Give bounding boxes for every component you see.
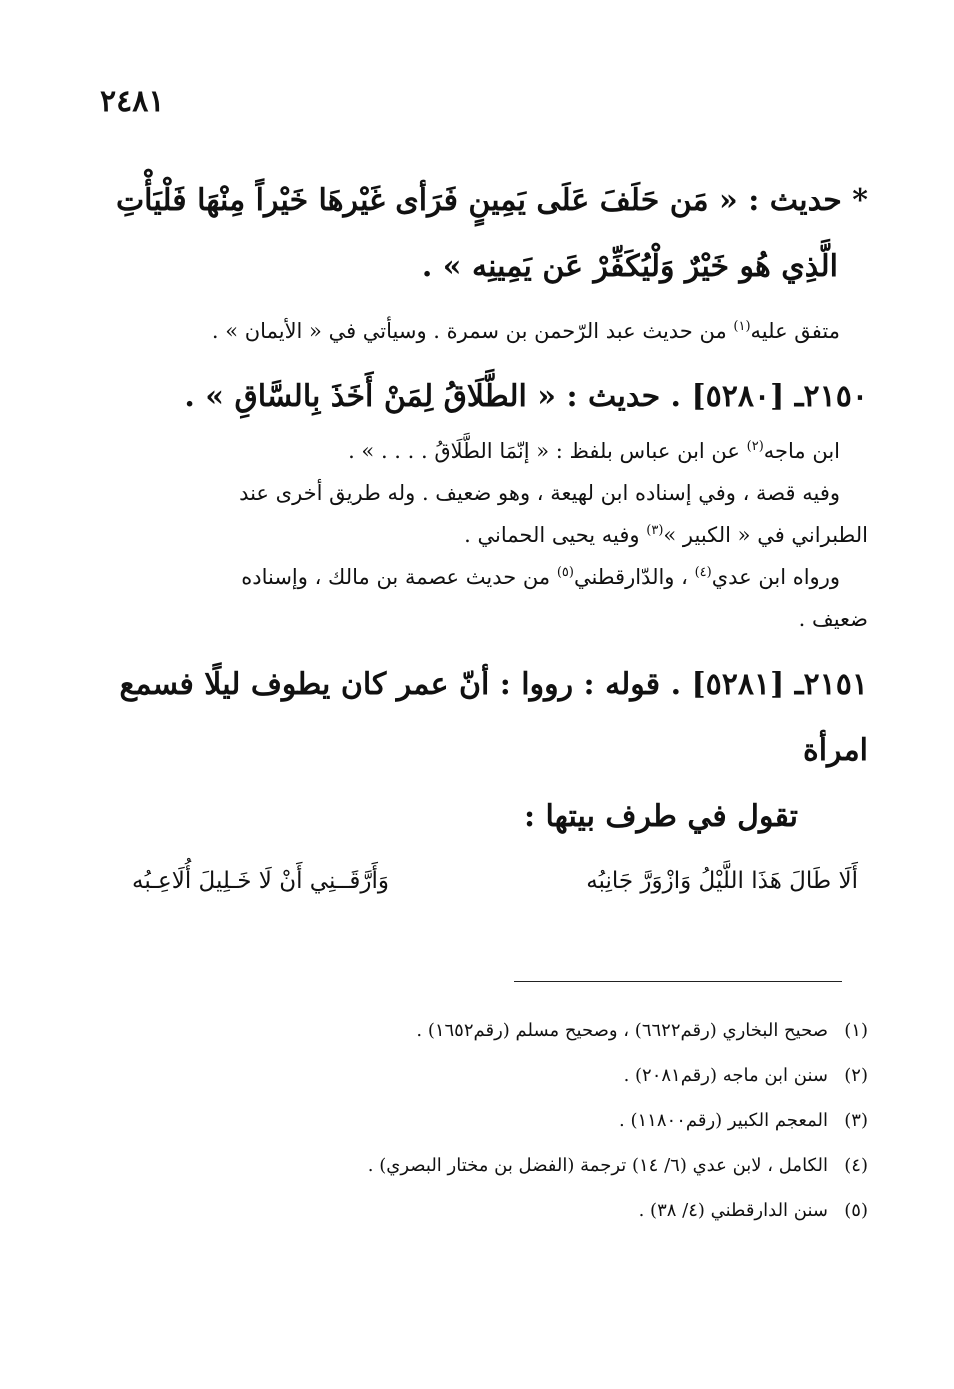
footnote-separator (514, 981, 842, 982)
hadith-2150-para-1 (96, 430, 868, 472)
poem-hemistich-right: أَلَا طَالَ هَذَا اللَّيْلُ وَازْوَرَّ جَانِبُه (586, 868, 858, 894)
hadith-1-note-post: من حديث عبد الرّحمن بن سمرة . وسيأتي في « الأيمان » . (211, 319, 734, 343)
hadith-1-note (96, 310, 868, 352)
footnote-item (96, 1098, 868, 1143)
footnote-ref-5: (٥) (556, 565, 574, 580)
footnote-number: (١) (844, 1020, 868, 1041)
footnote-text: الكامل ، لابن عدي (٦/ ١٤) ترجمة (الفضل بن مختار البصري) . (367, 1155, 828, 1176)
main-text (96, 168, 868, 906)
hadith-1-line-1: * حديث : « مَن حَلَفَ عَلَى يَمِينٍ فَرَأى غَيْرهَا خَيْراً مِنْهَا فَلْيَأْتِ (115, 183, 868, 218)
footnote-text: المعجم الكبير (رقم١١٨٠٠) . (619, 1110, 828, 1131)
hadith-2150-para-3 (96, 556, 868, 598)
footnote-number: (٢) (844, 1065, 868, 1086)
footnote-ref-3: (٣) (646, 523, 664, 538)
footnote-number: (٣) (844, 1110, 868, 1131)
footnote-item (96, 1008, 868, 1053)
footnote-number: (٥) (844, 1200, 868, 1221)
hadith-heading-1-continued (96, 234, 868, 300)
hadith-heading-1 (96, 168, 868, 234)
footnote-text: سنن الدارقطني (٤/ ٣٨) . (638, 1200, 828, 1221)
hadith-2150-p3-post: من حديث عصمة بن مالك ، وإسناده (241, 565, 557, 589)
hadith-1-note-pre: متفق عليه (750, 319, 840, 343)
hadith-2150-p1-post: عن ابن عباس بلفظ : « إنّمَا الطَّلَاقُ . . . . » . (348, 439, 747, 463)
hadith-heading-2150: ٢١٥٠ـ [٥٢٨٠] . حديث : « الطَّلَاقُ لِمَنْ أَخَذَ بِالسَّاقِ » . (184, 379, 868, 414)
hadith-2150-para-2-line-2 (96, 514, 868, 556)
footnote-number: (٤) (844, 1155, 868, 1176)
footnote-item (96, 1053, 868, 1098)
page-number: ٢٤٨١ (100, 84, 165, 119)
poem-verse (96, 856, 868, 906)
hadith-2150-p3-mid: ، والدّارقطني (573, 565, 695, 589)
hadith-2150-p2-pre: الطبراني في « الكبير » (663, 523, 868, 547)
footnote-ref-2: (٢) (746, 439, 764, 454)
footnote-text: سنن ابن ماجه (رقم٢٠٨١) . (623, 1065, 828, 1086)
hadith-2150-para-3-line-2: ضعيف . (798, 607, 868, 631)
footnote-item (96, 1188, 868, 1233)
poem-hemistich-left: وَأَرَّقَــنِي أَنْ لَا خَـلِيلَ أُلَاعِـبُه (132, 868, 389, 894)
footnote-ref-1: (١) (733, 319, 751, 334)
hadith-2150-p2-post: وفيه يحيى الحماني . (464, 523, 647, 547)
hadith-2150-p3-pre: ورواه ابن عدي (711, 565, 840, 589)
hadith-heading-2151-continued: تقول في طرف بيتها : (524, 799, 798, 834)
footnote-ref-4: (٤) (694, 565, 712, 580)
footnote-text: صحيح البخاري (رقم٦٦٢٢) ، وصحيح مسلم (رقم١٦٥٢) . (416, 1020, 828, 1041)
hadith-2150-p1-pre: ابن ماجه (763, 439, 840, 463)
footnotes (96, 1008, 868, 1233)
hadith-2150-para-2-line-1: وفيه قصة ، وفي إسناده ابن لهيعة ، وهو ضعيف . وله طريق أخرى عند (239, 481, 840, 505)
footnote-item (96, 1143, 868, 1188)
hadith-heading-2151: ٢١٥١ـ [٥٢٨١] . قوله : رووا : أنّ عمر كان يطوف ليلًا فسمع امرأة (119, 667, 868, 768)
hadith-1-line-2: الَّذِي هُو خَيْرٌ وَلْيُكَفِّرْ عَن يَمِينِه » . (421, 249, 838, 284)
